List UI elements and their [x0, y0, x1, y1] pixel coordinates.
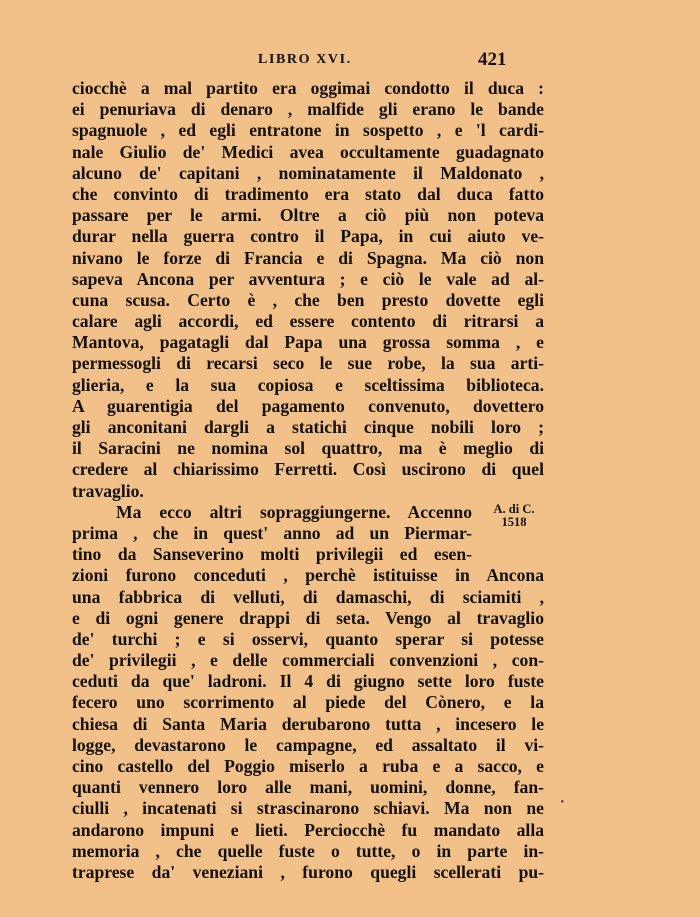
text-line: cino castello del Poggio miserlo a ruba e a sacco, e — [72, 756, 544, 776]
text-line: gli anconitani dargli a statichi cinque nobili loro ; — [72, 417, 544, 437]
running-title: LIBRO XVI. — [258, 52, 352, 67]
text-line: andarono impuni e lieti. Perciocchè fu mandato alla — [72, 819, 544, 840]
margin-mark: · — [560, 795, 565, 810]
text-line: memoria , che quelle fuste o tutte, o in parte in- — [72, 840, 544, 861]
body-text — [72, 78, 544, 883]
running-head — [0, 49, 700, 72]
text-line: permessogli di recarsi seco le sue robe, la sua arti- — [72, 353, 544, 374]
text-line: e di ogni genere drappi di seta. Vengo al travaglio — [72, 607, 544, 628]
text-line: de' turchi ; e si osservi, quanto sperar si potesse — [72, 628, 544, 649]
text-line: una fabbrica di velluti, di damaschi, di sciamiti , — [72, 586, 544, 607]
text-line: nivano le forze di Francia e di Spagna. Ma ciò non — [72, 247, 544, 268]
text-line: durar nella guerra contro il Papa, in cui aiuto ve- — [72, 226, 544, 247]
text-line: ceduti da que' ladroni. Il 4 di giugno sette loro fuste — [72, 671, 544, 692]
text-line: che convinto di tradimento era stato dal duca fatto — [72, 183, 544, 204]
marginal-note-year: 1518 — [501, 515, 527, 529]
text-line: de' privilegii , e delle commerciali convenzioni , con- — [72, 650, 544, 671]
text-line: prima , che in quest' anno ad un Piermar- — [72, 522, 472, 543]
page-number: 421 — [478, 49, 507, 70]
text-line-paragraph-start: Ma ecco altri sopraggiungerne. Accenno — [116, 501, 472, 522]
text-line: calare agli accordi, ed essere contento di ritrarsi a — [72, 311, 544, 332]
text-line: chiesa di Santa Maria derubarono tutta , incesero le — [72, 713, 544, 734]
text-line: credere al chiarissimo Ferretti. Così uscirono di quel — [72, 459, 544, 480]
text-line: alcuno de' capitani , nominatamente il Maldonato , — [72, 162, 544, 183]
text-line: il Saracini ne nomina sol quattro, ma è meglio di — [72, 438, 544, 459]
text-line: zioni furono conceduti , perchè istituisse in Ancona — [72, 565, 544, 586]
text-line: ciulli , incatenati si strascinarono schiavi. Ma non ne — [72, 798, 544, 819]
text-line: tino da Sanseverino molti privilegii ed esen- — [72, 544, 472, 565]
marginal-date-note — [481, 503, 547, 529]
text-line: ciocchè a mal partito era oggimai condotto il duca : — [72, 78, 544, 98]
text-line: spagnuole , ed egli entratone in sospetto , e 'l cardi- — [72, 120, 544, 141]
text-line: cuna scusa. Certo è , che ben presto dovette egli — [72, 289, 544, 310]
text-line: Mantova, pagatagli dal Papa una grossa somma , e — [72, 332, 544, 353]
text-line: glieria, e la sua copiosa e sceltissima biblioteca. — [72, 374, 544, 395]
text-line: passare per le armi. Oltre a ciò più non poteva — [72, 205, 544, 226]
text-line: logge, devastarono le campagne, ed assaltato il vi- — [72, 734, 544, 755]
marginal-note-line: A. di C. — [493, 502, 535, 516]
text-line: nale Giulio de' Medici avea occultamente guadagnato — [72, 141, 544, 162]
text-line: traprese da' veneziani , furono quegli scellerati pu- — [72, 861, 544, 882]
text-line-paragraph-end: travaglio. — [72, 480, 144, 501]
text-line: quanti vennero loro alle mani, uomini, donne, fan- — [72, 777, 544, 798]
text-line: ei penuriava di denaro , malfide gli erano le bande — [72, 99, 544, 120]
text-line: sapeva Ancona per avventura ; e ciò le vale ad al- — [72, 268, 544, 289]
text-line: A guarentigia del pagamento convenuto, dovettero — [72, 395, 544, 416]
text-line: fecero uno scorrimento al piede del Cònero, e la — [72, 692, 544, 713]
